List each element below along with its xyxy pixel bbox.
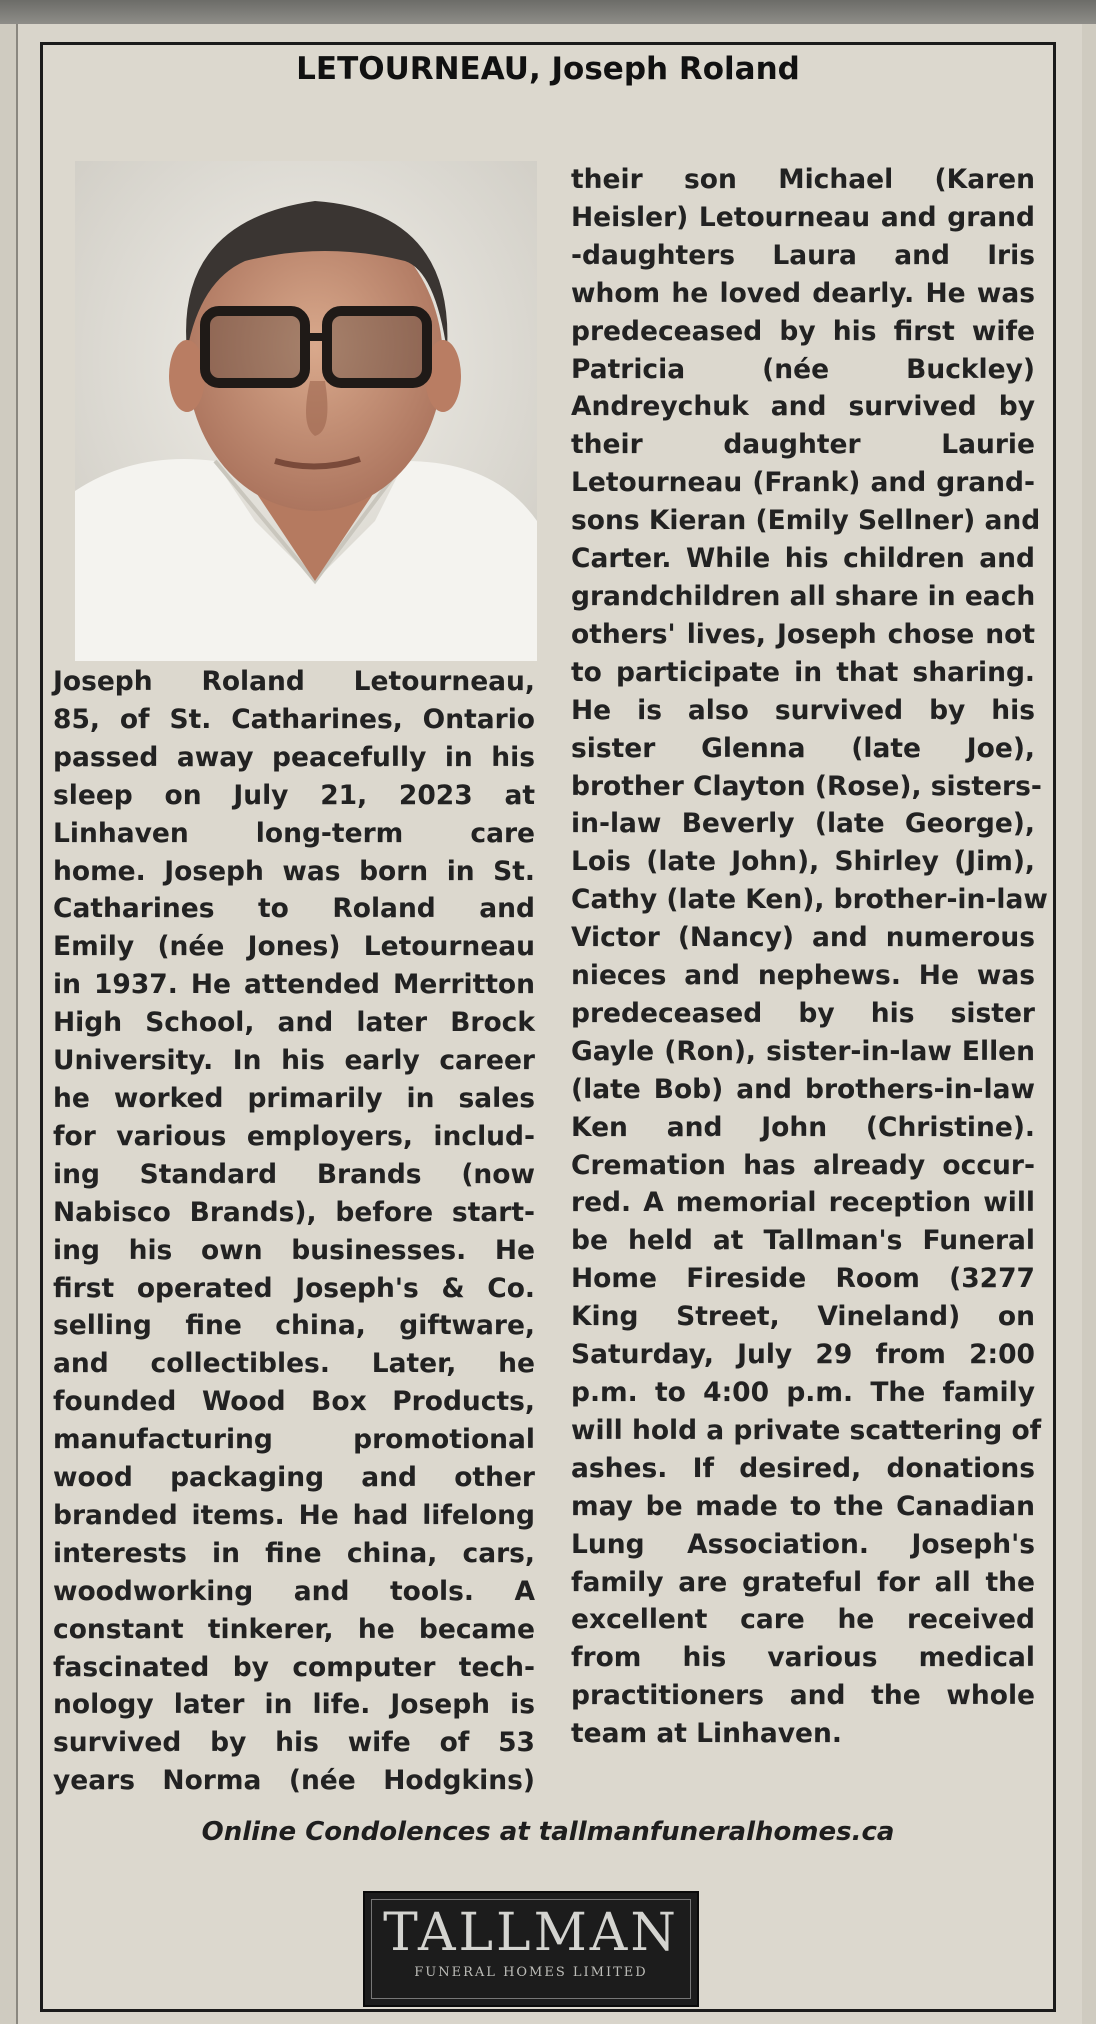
text-line: team at Linhaven.	[571, 1718, 842, 1750]
text-line: sister Glenna (late Joe),	[571, 732, 1035, 764]
text-line: be held at Tallman's Funeral	[571, 1225, 1035, 1257]
text-line: practitioners and the whole	[571, 1680, 1035, 1712]
text-line: He is also survived by his	[571, 694, 1035, 726]
text-line: Letourneau (Frank) and grand-	[571, 467, 1035, 499]
text-line: selling fine china, giftware,	[53, 1310, 535, 1342]
text-line: survived by his wife of 53	[53, 1727, 535, 1759]
text-line: years Norma (née Hodgkins)	[53, 1765, 535, 1797]
adjacent-column-left	[0, 24, 18, 2024]
text-line: Heisler) Letourneau and grand	[571, 201, 1035, 233]
text-line: sleep on July 21, 2023 at	[53, 779, 535, 811]
logo-subtitle: FUNERAL HOMES LIMITED	[414, 1965, 648, 1980]
text-line: grandchildren all share in each	[571, 580, 1036, 612]
text-line: sons Kieran (Emily Sellner) and	[571, 505, 1041, 537]
text-line: (late Bob) and brothers-in-law	[571, 1073, 1035, 1105]
text-line: Carter. While his children and	[571, 543, 1035, 575]
logo-name: TALLMAN	[383, 1903, 679, 1963]
text-line: Cremation has already occur-	[571, 1149, 1035, 1181]
text-line: nology later in life. Joseph is	[53, 1689, 535, 1721]
text-line: nieces and nephews. He was	[571, 960, 1035, 992]
text-line: first operated Joseph's & Co.	[53, 1272, 535, 1304]
portrait-illustration	[75, 161, 537, 661]
text-line: Linhaven long-term care	[53, 817, 535, 849]
text-line: for various employers, includ-	[53, 1120, 535, 1152]
text-line: -daughters Laura and Iris	[571, 239, 1035, 271]
text-line: Victor (Nancy) and numerous	[571, 922, 1035, 954]
obituary-headline: LETOURNEAU, Joseph Roland	[296, 51, 800, 87]
text-line: Catharines to Roland and	[53, 893, 535, 925]
text-line: in 1937. He attended Merritton	[53, 969, 535, 1001]
text-line: whom he loved dearly. He was	[571, 277, 1035, 309]
text-line: ashes. If desired, donations	[571, 1452, 1035, 1484]
text-line: home. Joseph was born in St.	[53, 855, 535, 887]
obituary-text-left-column	[53, 663, 535, 1800]
text-line: Patricia (née Buckley)	[571, 353, 1035, 385]
text-line: their daughter Laurie	[571, 429, 1035, 461]
page-top-edge	[0, 0, 1096, 24]
text-line: predeceased by his sister	[571, 997, 1035, 1029]
text-line: in-law Beverly (late George),	[571, 808, 1035, 840]
obituary-notice	[40, 42, 1056, 2012]
text-line: passed away peacefully in his	[53, 741, 535, 773]
text-line: will hold a private scattering of	[571, 1414, 1042, 1446]
text-line: predeceased by his first wife	[571, 315, 1035, 347]
text-line: he worked primarily in sales	[53, 1082, 535, 1114]
text-line: Joseph Roland Letourneau,	[53, 666, 535, 697]
text-line: family are grateful for all the	[571, 1566, 1035, 1598]
text-line: to participate in that sharing.	[571, 656, 1035, 688]
text-line: founded Wood Box Products,	[53, 1386, 535, 1418]
text-line: wood packaging and other	[53, 1462, 535, 1494]
text-line: branded items. He had lifelong	[53, 1499, 535, 1531]
text-line: others' lives, Joseph chose not	[571, 618, 1035, 650]
text-line: p.m. to 4:00 p.m. The family	[571, 1377, 1035, 1408]
text-line: ing Standard Brands (now	[53, 1158, 535, 1190]
text-line: 85, of St. Catharines, Ontario	[53, 703, 535, 735]
online-condolences-line: Online Condolences at tallmanfuneralhomes.ca	[201, 1817, 895, 1847]
text-line: Andreychuk and survived by	[571, 391, 1035, 423]
text-line: interests in fine china, cars,	[53, 1537, 535, 1569]
text-line: and collectibles. Later, he	[53, 1348, 535, 1380]
text-line: Lung Association. Joseph's	[571, 1528, 1035, 1560]
text-line: ing his own businesses. He	[53, 1234, 535, 1266]
text-line: Gayle (Ron), sister-in-law Ellen	[571, 1035, 1035, 1067]
text-line: Cathy (late Ken), brother-in-law	[571, 884, 1048, 916]
text-line: may be made to the Canadian	[571, 1490, 1035, 1522]
text-line: Lois (late John), Shirley (Jim),	[571, 846, 1035, 878]
text-line: fascinated by computer tech-	[53, 1651, 535, 1683]
text-line: Emily (née Jones) Letourneau	[53, 931, 535, 963]
tallman-logo	[363, 1891, 699, 2007]
obituary-text-right-column	[571, 161, 1048, 1753]
text-line: their son Michael (Karen	[571, 164, 1035, 195]
text-line: brother Clayton (Rose), sisters-	[571, 770, 1042, 802]
text-line: from his various medical	[571, 1642, 1035, 1674]
text-line: manufacturing promotional	[53, 1424, 535, 1456]
text-line: red. A memorial reception will	[571, 1187, 1035, 1219]
text-line: Home Fireside Room (3277	[571, 1263, 1035, 1295]
text-line: excellent care he received	[571, 1604, 1035, 1636]
text-line: King Street, Vineland) on	[571, 1301, 1035, 1333]
text-line: Ken and John (Christine).	[571, 1111, 1035, 1143]
text-line: University. In his early career	[53, 1045, 535, 1077]
text-line: High School, and later Brock	[53, 1007, 535, 1039]
text-line: woodworking and tools. A	[53, 1575, 535, 1607]
text-line: constant tinkerer, he became	[53, 1613, 535, 1645]
adjacent-column-right	[1082, 24, 1096, 2024]
portrait-photo	[75, 161, 537, 661]
text-line: Nabisco Brands), before start-	[53, 1196, 535, 1228]
text-line: Saturday, July 29 from 2:00	[571, 1339, 1035, 1371]
